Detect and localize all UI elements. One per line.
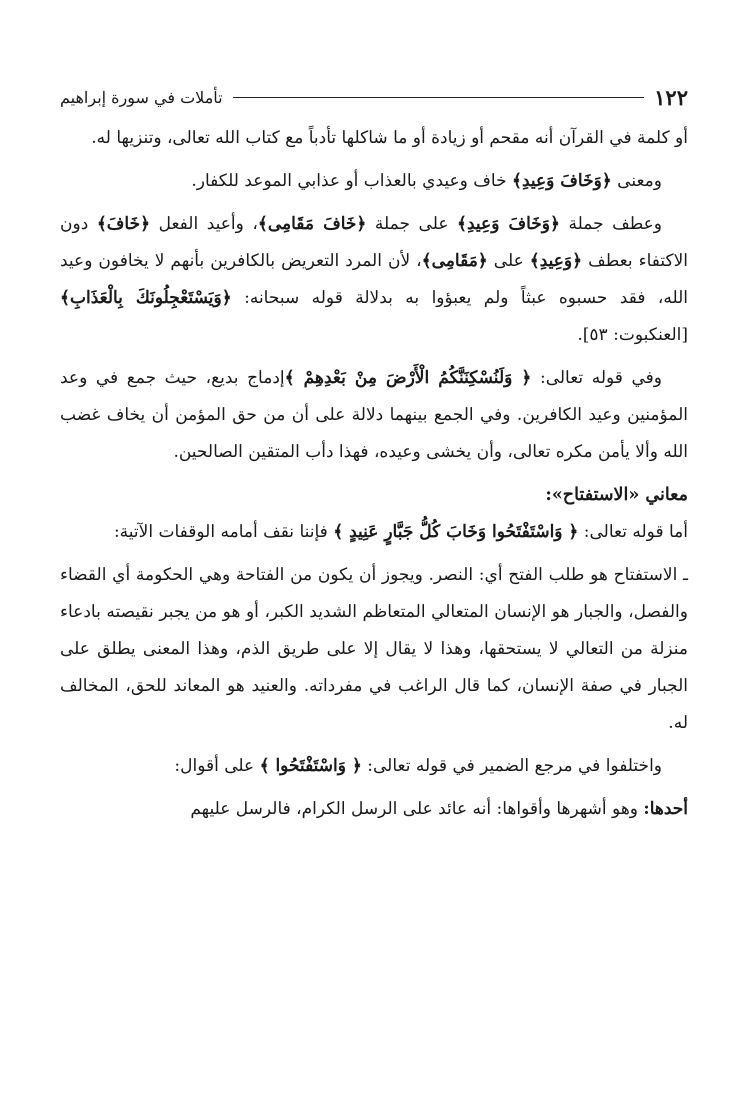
paragraph-meaning-waeed — [60, 163, 688, 200]
citation: [العنكبوت: ٥٣]. — [577, 325, 688, 345]
quran-quote: ﴿خَافَ﴾ — [96, 214, 151, 234]
opinion-label: أحدها: — [643, 799, 688, 819]
text: أما قوله تعالى: — [578, 522, 688, 542]
paragraph-continuation: أو كلمة في القرآن أنه مقحم أو زيادة أو ما شاكلها تأدباً مع كتاب الله تعالى، وتنزيها له. — [91, 128, 688, 148]
quran-quote: ﴿وَيَسْتَعْجِلُونَكَ بِالْعَذَابِ﴾ — [60, 288, 232, 308]
text: خاف وعيدي بالعذاب أو عذابي الموعد للكفار. — [191, 171, 512, 191]
text: وعطف جملة — [559, 214, 663, 234]
quran-quote: ﴿وَخَافَ وَعِيدِ﴾ — [457, 214, 560, 234]
paragraph-first-opinion — [60, 791, 688, 828]
text: واختلفوا في مرجع الضمير في قوله تعالى: — [361, 756, 662, 776]
text: فإننا نقف أمامه الوقفات الآتية: — [113, 522, 334, 542]
text: إدماج بديع، حيث جمع في وعد المؤمنين وعيد الكافرين. وفي الجمع بينهما دلالة على أن من حق المؤمن أن يخاف غضب الله وألا يأمن مكره تعالى، وأن يخشى وعيده، فهذا دأب المتقين الصالحين. — [60, 368, 688, 462]
text: دون الاكتفاء بعطف — [60, 214, 689, 271]
paragraph-idmaj — [60, 360, 688, 471]
text: على — [487, 251, 530, 271]
quran-quote: ﴿وَخَافَ وَعِيدِ﴾ — [511, 171, 612, 191]
paragraph-pronoun-reference — [60, 748, 688, 785]
quran-quote: ﴿مَقَامِى﴾ — [421, 251, 488, 271]
paragraph-conjunction — [60, 206, 688, 354]
quran-quote: ﴿وَعِيدِ﴾ — [529, 251, 583, 271]
quran-quote: ﴿ وَلَنُسْكِنَنَّكُمُ الْأَرْضَ مِنْ بَعْدِهِمْ ﴾ — [284, 368, 532, 388]
page — [60, 80, 688, 828]
page-header — [60, 80, 688, 114]
text: ومعنى — [611, 171, 662, 191]
quran-quote: ﴿ وَاسْتَفْتَحُوا وَخَابَ كُلُّ جَبَّارٍ عَنِيدٍ ﴾ — [333, 522, 579, 542]
text: على أقوال: — [174, 756, 260, 776]
running-title: تأملات في سورة إبراهيم — [60, 87, 223, 107]
text: على جملة — [366, 214, 458, 234]
quran-quote: ﴿خَافَ مَقَامِى﴾ — [257, 214, 367, 234]
quran-quote: ﴿ وَاسْتَفْتَحُوا ﴾ — [259, 756, 362, 776]
text: ، وأعيد الفعل — [150, 214, 258, 234]
paragraph-istiftah-meaning: ـ الاستفتاح هو طلب الفتح أي: النصر. ويجوز أن يكون من الفتاحة وهي الحكومة أي القضاء والفصل، والجبار هو الإنسان المتعالي المتعاظم الشديد الكبر، أو هو من يجبر نقيصته بادعاء منزلة من التعالي لا يستحقها، وهذا لا يقال إلا على طريق الذم، وهذا المعنى يطلق على الجبار في صفة الإنسان، كما قال الراغب في مفرداته. والعنيد هو المعاند للحق، المخالف له. — [60, 565, 688, 733]
text: وهو أشهرها وأقواها: أنه عائد على الرسل الكرام، فالرسل عليهم — [190, 799, 644, 819]
paragraph-istiftah-intro — [60, 514, 688, 551]
section-heading: معاني «الاستفتاح»: — [545, 485, 688, 505]
text: وفي قوله تعالى: — [531, 368, 663, 388]
page-number: ١٢٢ — [654, 84, 688, 110]
header-rule — [233, 97, 645, 98]
text: ، لأن المرد التعريض بالكافرين بأنهم لا يخافون وعيد الله، فقد حسبوه عبثاً ولم يعبؤوا به بدلالة قوله سبحانه: — [60, 251, 688, 308]
